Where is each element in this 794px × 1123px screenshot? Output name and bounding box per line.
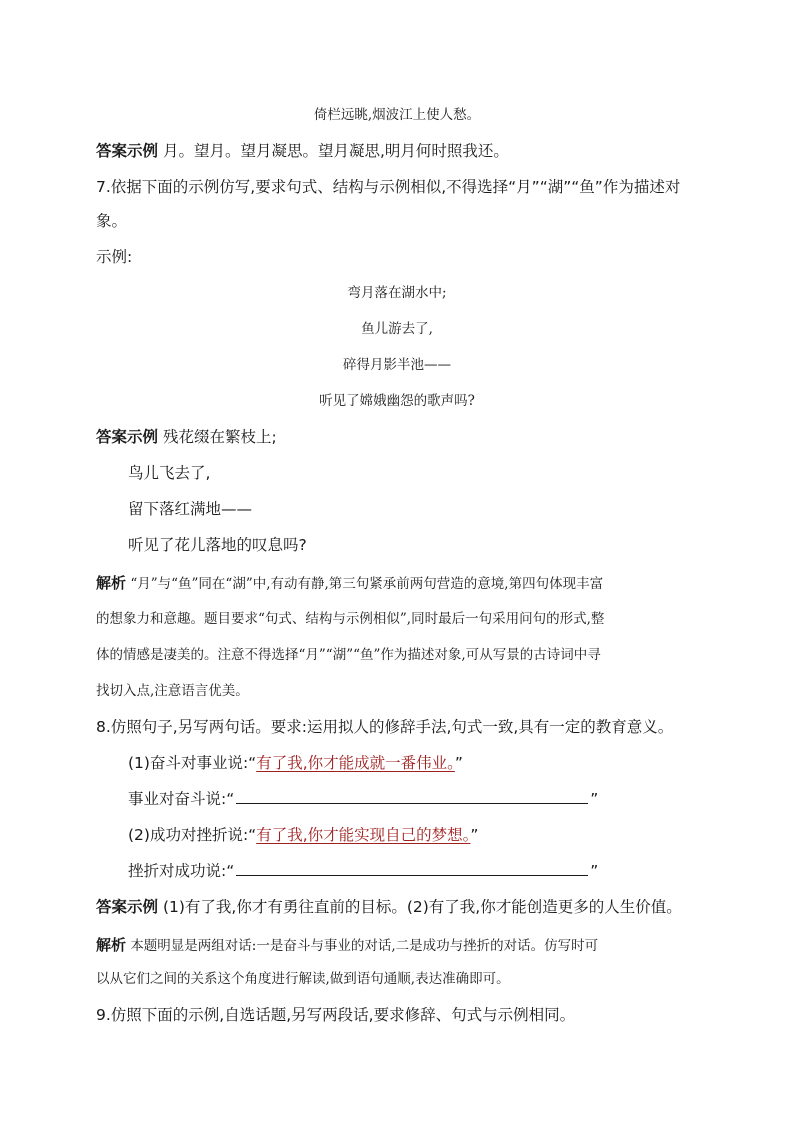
analysis-label: 解析 [96, 936, 127, 954]
answer-label: 答案示例 [96, 142, 159, 160]
answer-text: 月。望月。望月凝思。望月凝思,明月何时照我还。 [162, 142, 509, 160]
reply-prefix: 事业对奋斗说:“ [128, 790, 235, 808]
q8-item-1-reply [128, 788, 598, 810]
analysis-7 [96, 572, 603, 595]
answer-label: 答案示例 [96, 428, 159, 446]
example-sentence: 有了我,你才能成就一番伟业。 [256, 754, 455, 772]
answer-line: 鸟儿飞去了, [128, 464, 211, 482]
q8-item-1 [128, 752, 463, 774]
question-9-line-1: 9.仿照下面的示例,自选话题,另写两段话,要求修辞、句式与示例相同。 [96, 1006, 576, 1024]
answer-label: 答案示例 [96, 898, 159, 916]
example-label: 示例: [96, 248, 133, 266]
item-prefix: (2)成功对挫折说:“ [128, 826, 257, 844]
example-poem-line: 听见了嫦娥幽怨的歌声吗? [319, 393, 475, 409]
example-poem-line: 弯月落在湖水中; [347, 285, 447, 301]
item-prefix: (1)奋斗对事业说:“ [128, 754, 257, 772]
analysis-line: 的想象力和意趣。题目要求“句式、结构与示例相似”,同时最后一句采用问句的形式,整 [96, 611, 605, 627]
analysis-line: 以从它们之间的关系这个角度进行解读,做到语句通顺,表达准确即可。 [96, 971, 510, 987]
analysis-label: 解析 [96, 574, 127, 592]
question-7-line-2: 象。 [96, 212, 128, 230]
reply-prefix: 挫折对成功说:“ [128, 862, 235, 880]
analysis-line: “月”与“鱼”同在“湖”中,有动有静,第三句紧承前两句营造的意境,第四句体现丰富 [130, 576, 604, 592]
answer-blank[interactable] [236, 861, 588, 876]
answer-blank[interactable] [236, 789, 588, 804]
example-poem-line: 鱼儿游去了, [361, 321, 433, 337]
example-poem-line: 碎得月影半池—— [343, 357, 451, 373]
answer-8 [96, 896, 682, 918]
analysis-line: 找切入点,注意语言优美。 [96, 683, 249, 699]
question-7-line-1: 7.依据下面的示例仿写,要求句式、结构与示例相似,不得选择“月”“湖”“鱼”作为描述对 [96, 178, 681, 196]
answer-7 [96, 426, 277, 448]
question-8-line-1: 8.仿照句子,另写两句话。要求:运用拟人的修辞手法,句式一致,具有一定的教育意义。 [96, 718, 674, 736]
answer-line: 留下落红满地—— [128, 500, 253, 518]
analysis-8 [96, 934, 598, 957]
reply-suffix: ” [590, 790, 599, 808]
answer-text: (1)有了我,你才有勇往直前的目标。(2)有了我,你才能创造更多的人生价值。 [162, 898, 682, 916]
analysis-line: 体的情感是凄美的。注意不得选择“月”“湖”“鱼”作为描述对象,可从写景的古诗词中寻 [96, 647, 601, 663]
item-suffix: ” [454, 754, 463, 772]
answer-6 [96, 140, 509, 162]
q8-item-2 [128, 824, 478, 846]
item-suffix: ” [470, 826, 479, 844]
q8-item-2-reply [128, 860, 598, 882]
answer-line: 残花缀在繁枝上; [162, 428, 277, 446]
reply-suffix: ” [590, 862, 599, 880]
answer-line: 听见了花儿落地的叹息吗? [128, 536, 307, 554]
poem-line: 倚栏远眺,烟波江上使人愁。 [313, 107, 481, 123]
example-sentence: 有了我,你才能实现自己的梦想。 [256, 826, 471, 844]
analysis-line: 本题明显是两组对话:一是奋斗与事业的对话,二是成功与挫折的对话。仿写时可 [130, 938, 599, 954]
